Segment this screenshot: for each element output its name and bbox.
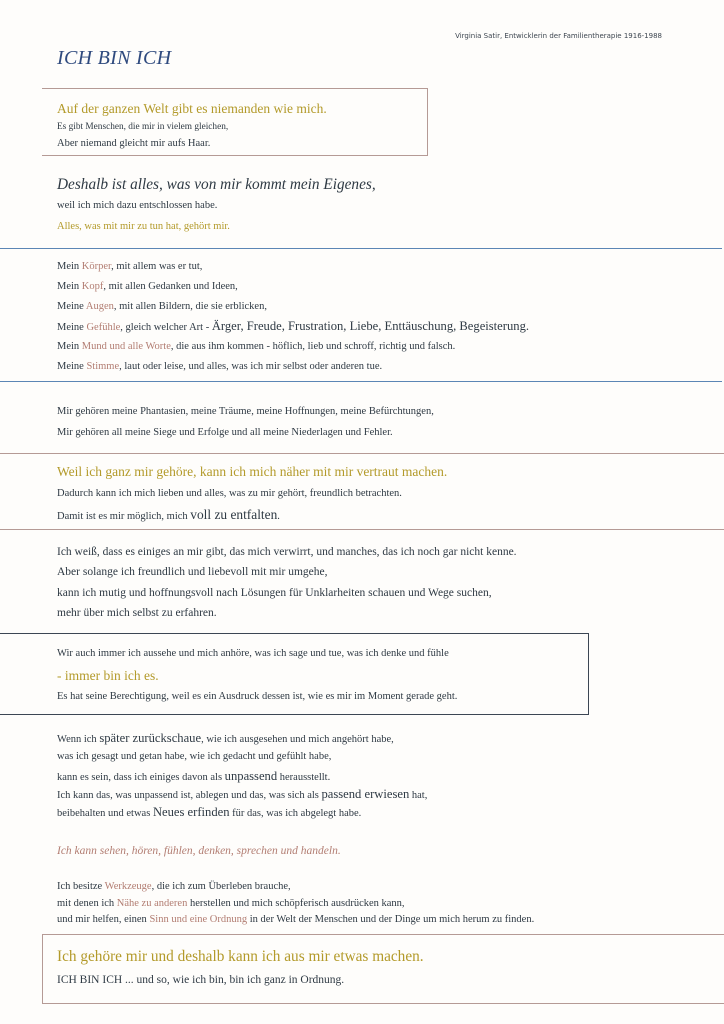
section10-line-2: mit denen ich Nähe zu anderen herstellen und mich schöpferisch ausdrücken kann,: [57, 898, 405, 909]
section6-line-3: kann ich mutig und hoffnungsvoll nach Lösungen für Unklarheiten schauen und Wege suchen,: [57, 587, 492, 599]
page-title: ICH BIN ICH: [57, 47, 172, 69]
body-line-2: Mein Kopf, mit allen Gedanken und Ideen,: [57, 281, 238, 292]
section8-line-4: Ich kann das, was unpassend ist, ablegen und das, was sich als passend erwiesen hat,: [57, 787, 428, 801]
section8-line-1: Wenn ich später zurückschaue, wie ich ausgesehen und mich angehört habe,: [57, 731, 394, 745]
section7-line-1: Wir auch immer ich aussehe und mich anhöre, was ich sage und tue, was ich denke und fühle: [57, 648, 449, 659]
section5-line-3: Damit ist es mir möglich, mich voll zu entfalten.: [57, 507, 280, 522]
section10-line-3: und mir helfen, einen Sinn und eine Ordnung in der Welt der Menschen und der Dinge um mich herum zu finden.: [57, 914, 535, 925]
section6-line-2: Aber solange ich freundlich und liebevoll mit mir umgehe,: [57, 566, 328, 578]
body-line-1: Mein Körper, mit allem was er tut,: [57, 261, 203, 272]
conclusion-line-2: ICH BIN ICH ... und so, wie ich bin, bin ich ganz in Ordnung.: [57, 974, 345, 986]
section2-line-3: Alles, was mit mir zu tun hat, gehört mir.: [57, 221, 230, 232]
intro-line-2: Es gibt Menschen, die mir in vielem gleichen,: [57, 122, 229, 132]
attribution: Virginia Satir, Entwicklerin der Familientherapie 1916-1988: [455, 32, 662, 40]
section6-line-1: Ich weiß, dass es einiges an mir gibt, das mich verwirrt, und manches, das ich noch gar nicht kenne.: [57, 546, 517, 558]
section2-heading: Deshalb ist alles, was von mir kommt mein Eigenes,: [57, 176, 376, 193]
section7-line-3: Es hat seine Berechtigung, weil es ein Ausdruck dessen ist, wie es mir im Moment gerade geht.: [57, 691, 458, 702]
possessions-line-2: Mir gehören all meine Siege und Erfolge und all meine Niederlagen und Fehler.: [57, 427, 393, 438]
body-line-6: Meine Stimme, laut oder leise, und alles, was ich mir selbst oder anderen tue.: [57, 361, 383, 372]
section6-line-4: mehr über mich selbst zu erfahren.: [57, 607, 217, 619]
section5-line-2: Dadurch kann ich mich lieben und alles, was zu mir gehört, freundlich betrachten.: [57, 488, 402, 499]
intro-line-3: Aber niemand gleicht mir aufs Haar.: [57, 138, 211, 149]
section8-line-5: beibehalten und etwas Neues erfinden für das, was ich abgelegt habe.: [57, 805, 362, 819]
intro-line-1: Auf der ganzen Welt gibt es niemanden wie mich.: [57, 101, 327, 116]
section8-line-2: was ich gesagt und getan habe, wie ich gedacht und gefühlt habe,: [57, 751, 332, 762]
possessions-line-1: Mir gehören meine Phantasien, meine Träume, meine Hoffnungen, meine Befürchtungen,: [57, 406, 434, 417]
divider: [0, 529, 724, 530]
section8-line-3: kann es sein, dass ich einiges davon als unpassend herausstellt.: [57, 769, 331, 783]
body-line-3: Meine Augen, mit allen Bildern, die sie erblicken,: [57, 301, 267, 312]
body-line-5: Mein Mund und alle Worte, die aus ihm kommen - höflich, lieb und schroff, richtig und falsch.: [57, 341, 456, 352]
frame-conclusion: [42, 934, 724, 1004]
section5-heading: Weil ich ganz mir gehöre, kann ich mich näher mit mir vertraut machen.: [57, 464, 448, 479]
abilities-line: Ich kann sehen, hören, fühlen, denken, sprechen und handeln.: [57, 845, 341, 857]
section10-line-1: Ich besitze Werkzeuge, die ich zum Überleben brauche,: [57, 881, 291, 892]
divider: [0, 453, 724, 454]
section2-line-2: weil ich mich dazu entschlossen habe.: [57, 200, 218, 211]
conclusion-heading: Ich gehöre mir und deshalb kann ich aus mir etwas machen.: [57, 948, 424, 965]
section7-line-2: - immer bin ich es.: [57, 668, 159, 683]
body-line-4: Meine Gefühle, gleich welcher Art - Ärger, Freude, Frustration, Liebe, Enttäuschung, Begeisterung.: [57, 319, 530, 333]
